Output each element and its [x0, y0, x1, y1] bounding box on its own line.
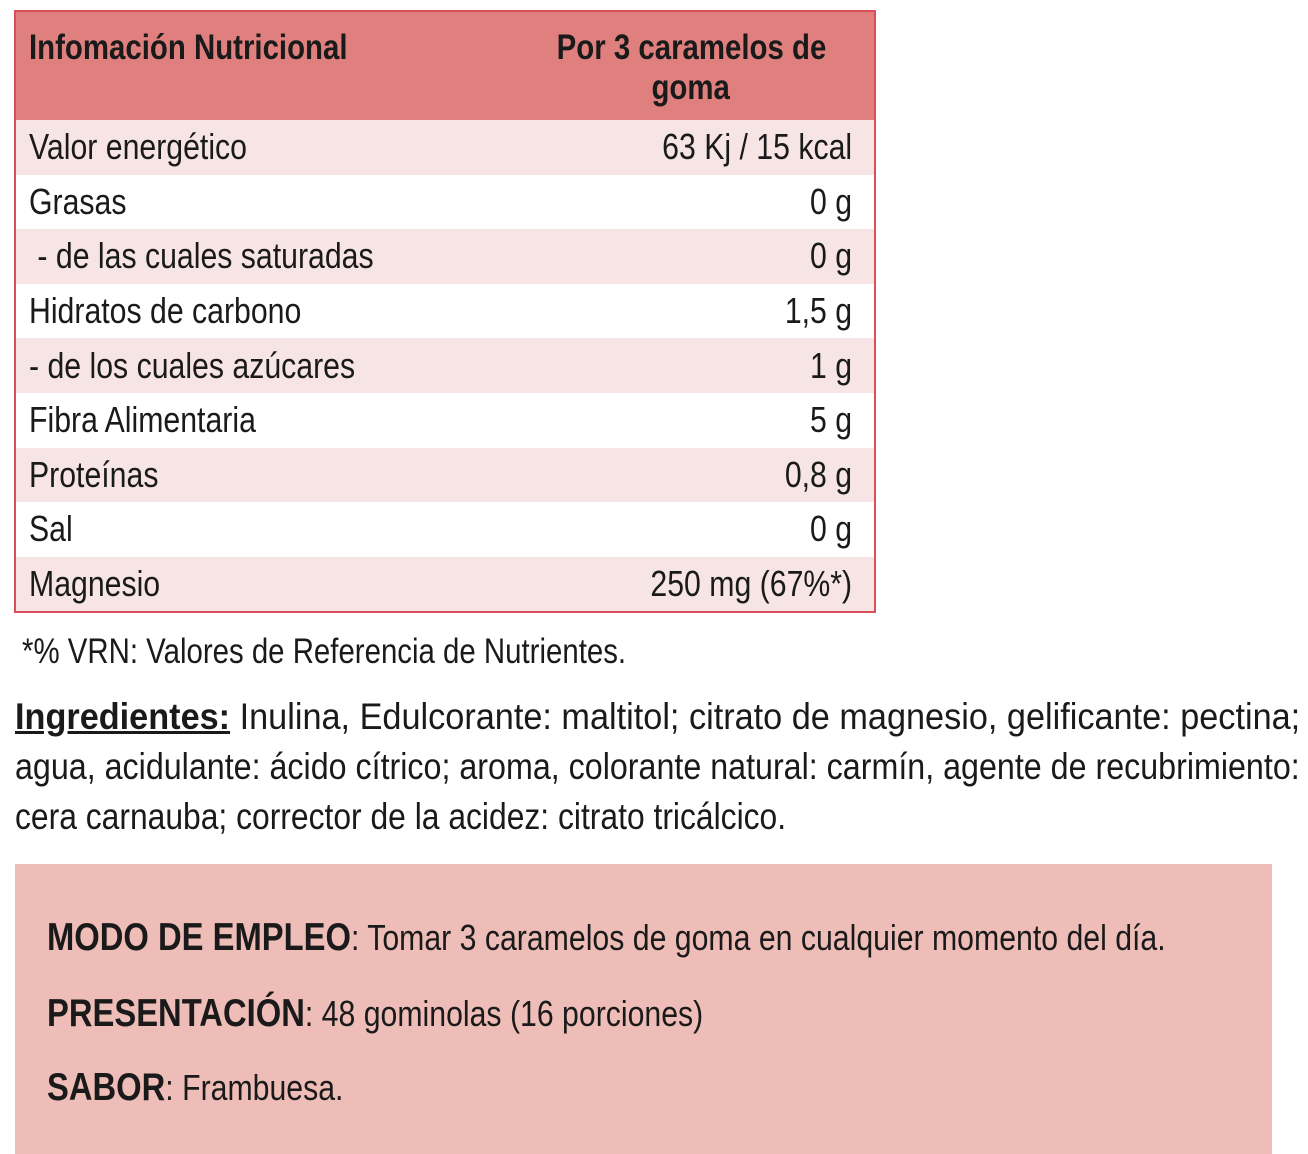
nutrition-row [16, 502, 874, 557]
usage-flavor-label: SABOR [47, 1066, 166, 1109]
nutrient-label: - de los cuales azúcares [29, 344, 356, 386]
footnote: *% VRN: Valores de Referencia de Nutrientes. [22, 632, 627, 671]
nutrient-label: Proteínas [29, 453, 159, 495]
nutrient-value: 250 mg (67%*) [650, 563, 852, 605]
nutrient-label: - de las cuales saturadas [29, 235, 374, 277]
nutrition-table-header [16, 12, 874, 120]
nutrient-value: 0 g [809, 180, 852, 222]
ingredients-title: Ingredientes: [15, 696, 231, 737]
nutrient-label: Magnesio [29, 563, 161, 605]
ingredients-text-1: Inulina, Edulcorante: maltitol; citrato de magnesio, gelificante: pectina; [230, 696, 1301, 737]
nutrition-row [16, 229, 874, 284]
nutrition-row [16, 557, 874, 612]
usage-presentation [47, 992, 828, 1036]
nutrition-row [16, 284, 874, 339]
ingredients-line-2: agua, acidulante: ácido cítrico; aroma, colorante natural: carmín, agente de recubrimiento: [15, 746, 1300, 787]
nutrient-value: 0 g [809, 235, 852, 277]
nutrition-row [16, 338, 874, 393]
nutrition-header-title: Infomación Nutricional [29, 28, 348, 67]
nutrient-label: Valor energético [29, 126, 247, 168]
nutrition-table [14, 10, 876, 613]
nutrition-header-serving: Por 3 caramelos de goma [556, 28, 826, 107]
nutrient-label: Fibra Alimentaria [29, 399, 256, 441]
nutrient-value: 5 g [809, 399, 852, 441]
nutrient-value: 1,5 g [784, 290, 852, 332]
usage-mode-label: MODO DE EMPLEO [47, 916, 351, 959]
usage-mode-text: : Tomar 3 caramelos de goma en cualquier momento del día. [350, 917, 1166, 958]
usage-presentation-label: PRESENTACIÓN [47, 992, 305, 1035]
usage-flavor-text: : Frambuesa. [165, 1067, 344, 1108]
nutrition-rows [16, 120, 874, 611]
ingredients-line-3: cera carnauba; corrector de la acidez: citrato tricálcico. [15, 796, 787, 837]
nutrient-value: 63 Kj / 15 kcal [662, 126, 852, 168]
nutrient-value: 0,8 g [784, 453, 852, 495]
ingredients-line-1 [15, 692, 1300, 742]
nutrition-row [16, 175, 874, 230]
nutrient-label: Hidratos de carbono [29, 290, 302, 332]
nutrient-label: Sal [29, 508, 73, 550]
nutrient-value: 1 g [809, 344, 852, 386]
nutrition-row [16, 120, 874, 175]
usage-box [15, 864, 1272, 1154]
nutrient-label: Grasas [29, 180, 127, 222]
nutrition-row [16, 393, 874, 448]
nutrition-row [16, 448, 874, 503]
usage-presentation-text: : 48 gominolas (16 porciones) [304, 993, 704, 1034]
usage-flavor [47, 1066, 400, 1110]
nutrient-value: 0 g [809, 508, 852, 550]
usage-mode [47, 916, 1308, 960]
ingredients-paragraph [15, 692, 1300, 842]
